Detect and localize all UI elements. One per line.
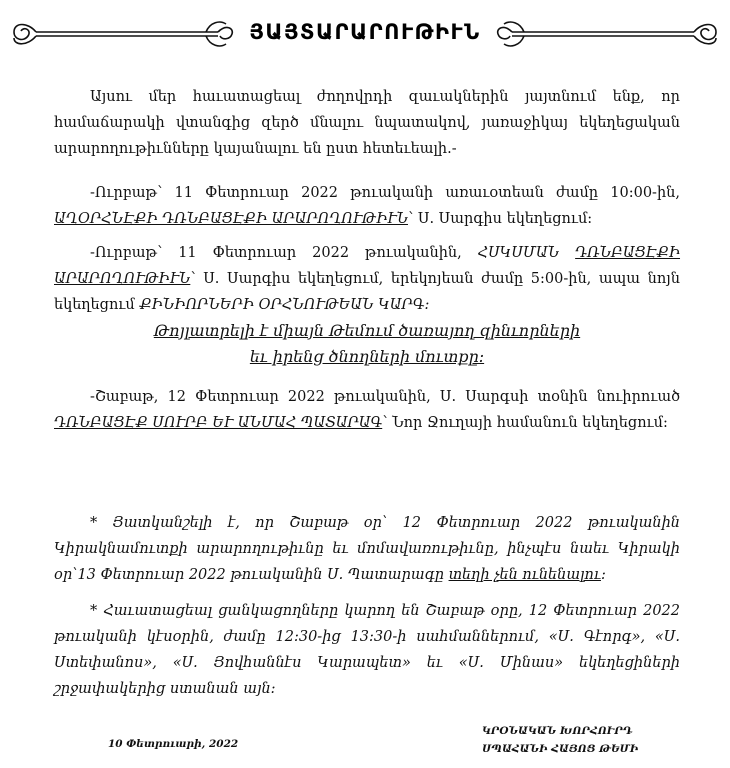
document-date: 10 Փետրուարի, 2022 bbox=[108, 738, 239, 750]
note1-text-a: * Յատկանշելի է, որ Շաբաթ օր՝ 12 Փետրուար 2022 թուականին Կիրակնամուտքի արարողութիւնը եւ մոմավառութիւնը, ինչպէս նաեւ Կիրակի օր՝13 Փետրուար 2022 թուականին Ս. Պատարագը bbox=[54, 515, 680, 583]
item3-emphasis: ԴՌՆԲԱՑԷՔ ՍՈՒՐԲ ԵՒ ԱՆՄԱՀ ՊԱՏԱՐԱԳ bbox=[54, 415, 383, 431]
announcement-item-1 bbox=[54, 180, 680, 232]
notice-line-1: Թոյլատրելի է միայն Թեմում ծառայող զինւորների bbox=[153, 321, 581, 340]
item3-text-a: -Շաբաթ, 12 Փետրուար 2022 թուականին, Ս. Սարգսի տօնին նուիրուած bbox=[90, 389, 680, 405]
item1-emphasis: ԱՂՕՐՀՆԷՔԻ ԴՌՆԲԱՑԷՔԻ ԱՐԱՐՈՂՈՒԹԻՒՆ bbox=[54, 211, 408, 227]
page-title: ՅԱՅՏԱՐԱՐՈՒԹԻՒՆ bbox=[249, 20, 481, 44]
intro-paragraph: Այսու մեր հաւատացեալ ժողովրդի զաւակներին յայտնում ենք, որ համաճարակի վտանգից զերծ մնալու նպատակով, յառաջիկայ եկեղեցական արարողութիւնները կայանալու են ըստ հետեւեալի.- bbox=[54, 89, 680, 157]
item1-text-a: -Ուրբաթ՝ 11 Փետրուար 2022 թուականի առաւօտեան ժամը 10:00-ին, bbox=[90, 185, 680, 201]
item2-emphasis-2: ԴՌՆԲԱՑԷՔԻ ԱՐԱՐՈՂՈՒԹԻՒՆ bbox=[54, 245, 681, 287]
announcement-item-2 bbox=[54, 240, 680, 318]
announcement-item-3 bbox=[54, 384, 680, 436]
note1-text-b: : bbox=[600, 567, 606, 583]
left-ornament-icon bbox=[6, 14, 238, 54]
notice-line-2: եւ իրենց ծնողների մուտքը: bbox=[249, 347, 485, 366]
item2-emphasis-1: ՀՍԿՍՄԱՆ bbox=[477, 245, 560, 261]
note-1 bbox=[54, 510, 680, 588]
entry-notice bbox=[54, 318, 680, 370]
item1-text-b: ՝ Ս. Սարգիս եկեղեցում: bbox=[407, 211, 593, 227]
item2-emphasis-3: ՔԻՆԻՈՐՆԵՐԻ ՕՐՀՆՈՒԹԵԱՆ ԿԱՐԳ: bbox=[139, 297, 430, 313]
item2-text-a: -Ուրբաթ՝ 11 Փետրուար 2022 թուականին, bbox=[90, 245, 462, 261]
right-ornament-icon bbox=[492, 14, 724, 54]
note1-underlined: տեղի չեն ունենալու bbox=[448, 567, 601, 583]
item3-text-b: ՝ Նոր Ջուղայի համանուն եկեղեցում: bbox=[382, 415, 668, 431]
signature-block bbox=[482, 722, 682, 758]
signature-line-2: ՍՊԱՀԱՆԻ ՀԱՅՈՑ ԹԵՄԻ bbox=[482, 743, 639, 755]
signature-line-1: ԿՐՕՆԱԿԱՆ ԽՈՐՀՈՒՐԴ bbox=[482, 725, 633, 737]
note-2: * Հաւատացեալ ցանկացողները կարող են Շաբաթ օրը, 12 Փետրուար 2022 թուականի կէսօրին, ժամը 12:30-ից 13:30-ի սահմաններում, «Ս. Գէորգ», «Ս. Ստեփանոս», «Ս. Յովհաննէս Կարապետ» եւ «Ս. Մինաս» եկեղեցիների շրջափակերից ստանան այն: bbox=[54, 603, 680, 697]
item2-text-b: ՝ Ս. Սարգիս եկեղեցում, երեկոյեան ժամը 5:00-ին, ապա նոյն եկեղեցում bbox=[54, 271, 680, 313]
